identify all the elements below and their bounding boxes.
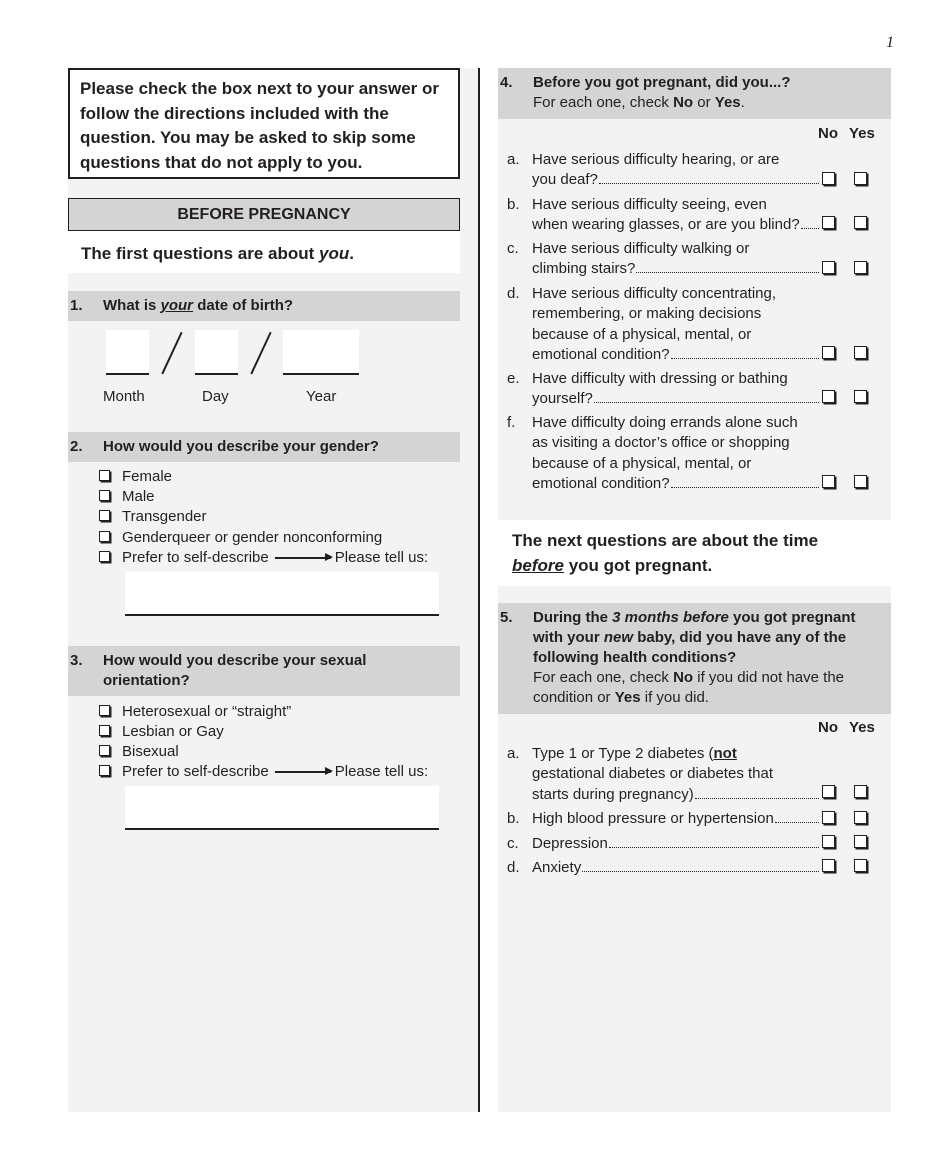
q4b-no-checkbox[interactable] — [822, 216, 835, 229]
q5d-no-checkbox[interactable] — [822, 859, 835, 872]
right-column: 4. Before you got pregnant, did you...? For each one, check No or Yes. No Yes a. Have serious difficulty hearing, or are you deaf? b. Have serious difficulty seeing, even when wearing glasses, or are you blind? c. Have serious difficulty walking or climbing stairs? d. Have serious difficulty concentrating, remembering, or making decisions because of a physical, mental, or emotional condition? e. Have difficulty with dressing or bathing yourself? f. Have difficulty doing errands alone such as visiting a doctor’s office or shopping because of a physical, mental, or emotional condition? The next questions are about the time before you got pregnant. 5. During the 3 months before you got pregnant with your new baby, did you have any of the following health conditions? For each one, check No if you did not have the condition or Yes if you did. No Yes a. Type 1 or Type 2 diabetes (not gestational diabetes or diabetes that starts during pregnancy) b. High blood pressure or hypertension c. Depression d. Anxiety — [498, 68, 891, 1112]
date-separator — [250, 332, 271, 374]
gender-self-describe-input[interactable] — [125, 572, 439, 616]
q4c-no-checkbox[interactable] — [822, 261, 835, 274]
q4f-yes-checkbox[interactable] — [854, 475, 867, 488]
left-column — [68, 68, 478, 1112]
q4c-yes-checkbox[interactable] — [854, 261, 867, 274]
checkbox[interactable] — [99, 725, 110, 736]
date-separator — [161, 332, 182, 374]
q4e-no-checkbox[interactable] — [822, 390, 835, 403]
day-label: Day — [202, 388, 229, 405]
orientation-option-lesbian-gay[interactable]: Lesbian or Gay — [99, 722, 224, 742]
year-label: Year — [306, 388, 337, 405]
checkbox[interactable] — [99, 745, 110, 756]
checkbox[interactable] — [99, 470, 110, 481]
question-3: 3. How would you describe your sexual orientation? — [68, 646, 460, 696]
q4d-no-checkbox[interactable] — [822, 346, 835, 359]
orientation-self-describe-input[interactable] — [125, 786, 439, 830]
q4a-yes-checkbox[interactable] — [854, 172, 867, 185]
checkbox[interactable] — [99, 765, 110, 776]
q5c-no-checkbox[interactable] — [822, 835, 835, 848]
q4d-yes-checkbox[interactable] — [854, 346, 867, 359]
no-yes-header: No Yes — [818, 125, 875, 142]
year-input[interactable] — [283, 330, 359, 375]
arrow-right-icon — [275, 557, 331, 559]
q5a-yes-checkbox[interactable] — [854, 785, 867, 798]
gender-option-genderqueer[interactable]: Genderqueer or gender nonconforming — [99, 528, 382, 548]
gender-option-self-describe[interactable]: Prefer to self-describe Please tell us: — [99, 548, 428, 568]
arrow-right-icon — [275, 771, 331, 773]
q5d-yes-checkbox[interactable] — [854, 859, 867, 872]
intro-text: The first questions are about you. — [68, 231, 460, 273]
q5b-yes-checkbox[interactable] — [854, 811, 867, 824]
question-5: 5. During the 3 months before you got pregnant with your new baby, did you have any of the following health conditions? For each one, check No if you did not have the condition or Yes if you did. — [498, 603, 891, 714]
checkbox[interactable] — [99, 705, 110, 716]
checkbox[interactable] — [99, 490, 110, 501]
instructions-box: Please check the box next to your answer or follow the directions included with the question. You may be asked to skip some questions that do not apply to you. — [68, 68, 460, 179]
q4e-yes-checkbox[interactable] — [854, 390, 867, 403]
section-title: BEFORE PREGNANCY — [68, 198, 460, 231]
day-input[interactable] — [195, 330, 238, 375]
gender-option-transgender[interactable]: Transgender — [99, 507, 207, 527]
page-number: 1 — [886, 34, 894, 51]
q4f-no-checkbox[interactable] — [822, 475, 835, 488]
orientation-option-heterosexual[interactable]: Heterosexual or “straight” — [99, 702, 291, 722]
gender-option-female[interactable]: Female — [99, 467, 172, 487]
orientation-option-bisexual[interactable]: Bisexual — [99, 742, 179, 762]
next-questions-note: The next questions are about the time before you got pregnant. — [498, 520, 891, 586]
q4b-yes-checkbox[interactable] — [854, 216, 867, 229]
question-4: 4. Before you got pregnant, did you...? For each one, check No or Yes. — [498, 68, 891, 119]
q5b-no-checkbox[interactable] — [822, 811, 835, 824]
no-yes-header: No Yes — [818, 719, 875, 736]
checkbox[interactable] — [99, 531, 110, 542]
gender-option-male[interactable]: Male — [99, 487, 155, 507]
checkbox[interactable] — [99, 510, 110, 521]
month-label: Month — [103, 388, 145, 405]
orientation-option-self-describe[interactable]: Prefer to self-describe Please tell us: — [99, 762, 428, 782]
question-2: 2. How would you describe your gender? — [68, 432, 460, 462]
column-divider — [478, 68, 480, 1112]
q5a-no-checkbox[interactable] — [822, 785, 835, 798]
question-1: 1. What is your date of birth? — [68, 291, 460, 321]
q5c-yes-checkbox[interactable] — [854, 835, 867, 848]
month-input[interactable] — [106, 330, 149, 375]
checkbox[interactable] — [99, 551, 110, 562]
q4a-no-checkbox[interactable] — [822, 172, 835, 185]
